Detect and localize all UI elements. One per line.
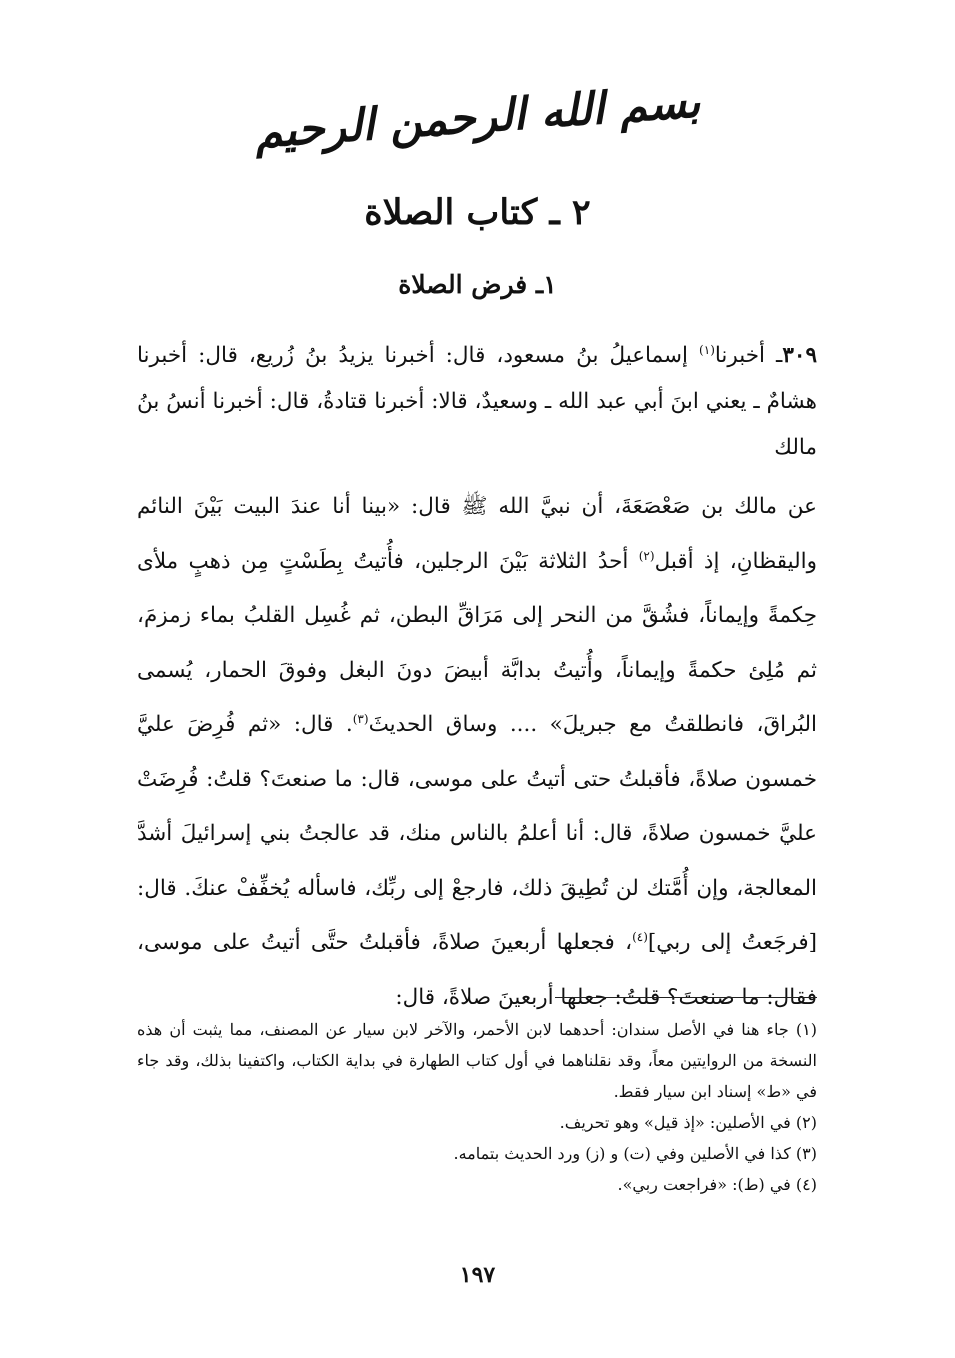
hadith-text bbox=[137, 480, 817, 1025]
footnotes bbox=[137, 1014, 817, 1200]
footnote-ref-4[interactable]: (٤) bbox=[632, 929, 648, 944]
footnote-ref-2[interactable]: (٢) bbox=[638, 548, 655, 563]
page-number: ١٩٧ bbox=[459, 1262, 496, 1288]
hadith-text-3: . قال: «ثم فُرِضَ عليَّ خمسون صلاةً، فأقبلتُ حتى أتيتُ على موسى، قال: ما صنعتَ؟ قلتُ: فُرِضَتْ عليَّ خمسون صلاةً، قال: أنا أعلمُ بالناس منك، قد عالجتُ بني إسرائيلَ أشدَّ المعالجة، وإن أُمَّتك لن تُطِيقَ ذلك، فارجعْ إلى ربِّك، فاسأله يُخفِّفْ عنكَ. قال: [فرجَعتُ إلى ربي] bbox=[137, 712, 817, 955]
hadith-text-2: أحدُ الثلاثة بَيْنَ الرجلين، فأُتيتُ بِطَسْتٍ مِن ذهبٍ ملأى حِكمةً وإيماناً، فشُقَّ من النحر إلى مَرَاقِّ البطن، ثم غُسِل القلبُ بماء زمزمَ، ثم مُلِئ حكمةً وإيماناً، وأُتيتُ بدابَّة أبيضَ دونَ البغل وفوقَ الحمار، يُسمى البُراقَ، فانطلقتُ مع جبريلَ» .... وساق الحديثَ bbox=[137, 548, 817, 737]
footnote-ref-1[interactable]: (١) bbox=[699, 342, 715, 357]
footnote-2: (٢) في الأصلين: «إذ قيل» وهو تحريف. bbox=[559, 1113, 817, 1132]
hadith-text-4: ، فجعلها أربعينَ صلاةً، فأقبلتُ حتَّى أتيتُ على موسى، فقال: ما صنعتَ؟ قلتُ: جعلها أربعينَ صلاةً، قال: bbox=[137, 930, 817, 1010]
isnad-text-1: ـ أخبرنا bbox=[714, 343, 783, 368]
book-title: ٢ ـ كتاب الصلاة bbox=[364, 192, 591, 233]
footnote-3: (٣) كذا في الأصلين وفي (ت) و (ز) ورد الحديث بتمامه. bbox=[453, 1144, 817, 1163]
footnote-4: (٤) في (ط): «فراجعت ربي». bbox=[617, 1175, 817, 1194]
hadith-number: ٣٠٩ bbox=[782, 343, 817, 368]
footnote-ref-3[interactable]: (٣) bbox=[352, 711, 369, 726]
footnote-divider bbox=[555, 997, 817, 998]
isnad-paragraph bbox=[137, 333, 817, 471]
hadith-text-1: عن مالك بن صَعْصَعَةَ، أن نبيَّ الله ﷺ قال: «بينا أنا عندَ البيت بَيْنَ النائم واليقظانِ، إذ أقبل bbox=[137, 494, 817, 574]
footnote-1: (١) جاء هنا في الأصل سندان: أحدهما لابن الأحمر، والآخر لابن سيار عن المصنف، مما يثبت أن هذه النسخة من الروايتين معاً، وقد نقلناهما في أول كتاب الطهارة في بداية الكتاب، واكتفينا بذلك، وقد جاء في «ط» إسناد ابن سيار فقط. bbox=[137, 1020, 817, 1101]
chapter-title: ١ـ فرض الصلاة bbox=[398, 270, 557, 299]
basmala-calligraphy: بسم الله الرحمن الرحيم bbox=[253, 76, 702, 159]
isnad-text-2: إسماعيلُ بنُ مسعود، قال: أخبرنا يزيدُ بنُ زُريع، قال: أخبرنا هشامٌ ـ يعني ابنَ أبي عبد الله ـ وسعيدٌ، قالا: أخبرنا قتادةُ، قال: أخبرنا أنسُ بنُ مالك bbox=[137, 343, 817, 460]
